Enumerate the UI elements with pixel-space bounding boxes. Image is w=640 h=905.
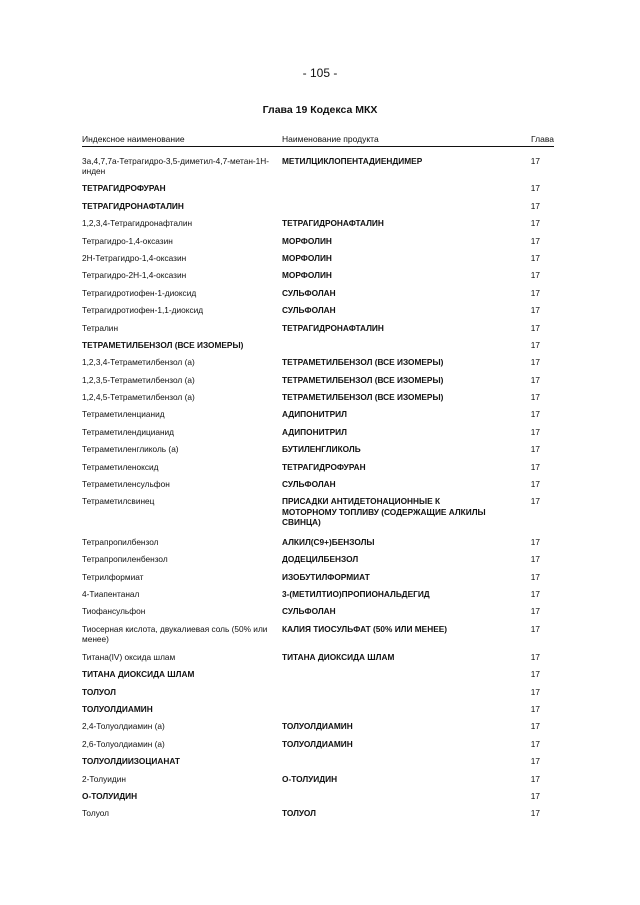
cell-product-name: СУЛЬФОЛАН [282,479,336,490]
cell-index-name: Тетрагидротиофен-1,1-диоксид [82,305,204,316]
cell-chapter: 17 [530,496,540,507]
cell-index-name: 1,2,3,4-Тетраметилбензол (а) [82,357,195,368]
cell-product-name: АДИПОНИТРИЛ [282,426,347,437]
cell-chapter: 17 [530,200,540,211]
cell-chapter: 17 [530,554,540,565]
table-row [82,183,554,194]
cell-chapter: 17 [530,536,540,547]
cell-chapter: 17 [530,444,540,455]
table-row [82,756,554,767]
cell-product-name: ИЗОБУТИЛФОРМИАТ [282,571,370,582]
header-chapter: Глава [531,134,554,144]
cell-product-name: ТЕТРАМЕТИЛБЕНЗОЛ (ВСЕ ИЗОМЕРЫ) [282,357,444,368]
cell-chapter: 17 [530,339,540,350]
cell-index-name: Тетрагидро-1,4-оксазин [82,235,173,246]
cell-index-name: ТОЛУОЛ [82,686,116,697]
cell-product-name: ТЕТРАМЕТИЛБЕНЗОЛ (ВСЕ ИЗОМЕРЫ) [282,374,444,385]
cell-product-name: СУЛЬФОЛАН [282,305,336,316]
cell-product-name: О-ТОЛУИДИН [282,773,338,784]
table-row [82,340,554,351]
table-row [82,774,554,785]
table-row [82,652,554,663]
table-row [82,554,554,565]
cell-index-name: 2,6-Толуолдиамин (а) [82,738,165,749]
cell-chapter: 17 [530,703,540,714]
cell-product-name: МОРФОЛИН [282,270,332,281]
table-row [82,624,554,645]
substance-index-table [82,134,554,826]
cell-chapter: 17 [530,235,540,246]
table-row [82,721,554,732]
cell-chapter: 17 [530,183,540,194]
table-row [82,427,554,438]
cell-product-name: 3-(МЕТИЛТИО)ПРОПИОНАЛЬДЕГИД [282,589,430,600]
cell-chapter: 17 [530,571,540,582]
table-row [82,444,554,455]
cell-chapter: 17 [530,756,540,767]
cell-product-name: АЛКИЛ(С9+)БЕНЗОЛЫ [282,536,375,547]
document-title: Глава 19 Кодекса МКХ [262,104,378,116]
cell-index-name: 1,2,3,5-Тетраметилбензол (а) [82,374,195,385]
cell-product-name: БУТИЛЕНГЛИКОЛЬ [282,444,361,455]
cell-index-name: ТОЛУОЛДИИЗОЦИАНАТ [82,756,180,767]
cell-chapter: 17 [530,322,540,333]
table-row [82,288,554,299]
cell-index-name: 2-Толуидин [82,773,126,784]
cell-index-name: Тетраметилендицианид [82,426,175,437]
cell-chapter: 17 [530,479,540,490]
table-row [82,409,554,420]
cell-index-name: Тетралин [82,322,119,333]
cell-index-name: ТЕТРАГИДРОФУРАН [82,183,166,194]
cell-product-name: ТЕТРАГИДРОНАФТАЛИН [282,218,384,229]
cell-chapter: 17 [530,721,540,732]
table-row [82,537,554,548]
cell-index-name: Тетраметилсвинец [82,496,155,507]
table-row [82,479,554,490]
table-row [82,589,554,600]
table-row [82,687,554,698]
cell-product-name: СУЛЬФОЛАН [282,287,336,298]
table-row [82,253,554,264]
cell-product-name: СУЛЬФОЛАН [282,606,336,617]
cell-chapter: 17 [530,155,540,166]
cell-index-name: 1,2,4,5-Тетраметилбензол (а) [82,392,195,403]
table-row [82,669,554,680]
cell-index-name: Толуол [82,808,110,819]
table-row [82,572,554,583]
cell-index-name: Тетрагидротиофен-1-диоксид [82,287,197,298]
table-row [82,392,554,403]
cell-product-name: ТИТАНА ДИОКСИДА ШЛАМ [282,651,395,662]
cell-index-name: ТИТАНА ДИОКСИДА ШЛАМ [82,669,195,680]
cell-chapter: 17 [530,623,540,634]
table-row [82,462,554,473]
cell-index-name: ТОЛУОЛДИАМИН [82,703,153,714]
table-row [82,357,554,368]
cell-chapter: 17 [530,808,540,819]
cell-index-name: 3а,4,7,7а-Тетрагидро-3,5-диметил-4,7-метан-1Н-инден [82,155,270,176]
table-row [82,808,554,819]
cell-chapter: 17 [530,461,540,472]
table-row [82,156,554,177]
cell-index-name: Тетрилформиат [82,571,144,582]
cell-index-name: 1,2,3,4-Тетрагидронафталин [82,218,193,229]
table-row [82,739,554,750]
cell-chapter: 17 [530,589,540,600]
table-row [82,218,554,229]
cell-product-name: ТЕТРАГИДРОНАФТАЛИН [282,322,384,333]
cell-index-name: О-ТОЛУИДИН [82,790,138,801]
header-product-name: Наименование продукта [282,134,379,144]
table-row [82,606,554,617]
cell-product-name: АДИПОНИТРИЛ [282,409,347,420]
cell-index-name: Тетрапропилбензол [82,536,159,547]
cell-index-name: Тиофансульфон [82,606,146,617]
cell-chapter: 17 [530,606,540,617]
cell-chapter: 17 [530,392,540,403]
cell-chapter: 17 [530,409,540,420]
cell-index-name: 2Н-Тетрагидро-1,4-оксазин [82,252,187,263]
table-row [82,704,554,715]
cell-product-name: МОРФОЛИН [282,235,332,246]
cell-chapter: 17 [530,305,540,316]
cell-index-name: Тетрагидро-2Н-1,4-оксазин [82,270,187,281]
cell-product-name: ТОЛУОЛДИАМИН [282,721,353,732]
table-row [82,305,554,316]
cell-index-name: Тетраметиленоксид [82,461,159,472]
table-row [82,323,554,334]
cell-product-name: ТОЛУОЛ [282,808,316,819]
cell-index-name: 2,4-Толуолдиамин (а) [82,721,165,732]
cell-chapter: 17 [530,252,540,263]
cell-product-name: ТЕТРАМЕТИЛБЕНЗОЛ (ВСЕ ИЗОМЕРЫ) [282,392,444,403]
cell-product-name: ПРИСАДКИ АНТИДЕТОНАЦИОННЫЕ К МОТОРНОМУ ТОПЛИВУ (СОДЕРЖАЩИЕ АЛКИЛЫ СВИНЦА) [282,496,486,528]
header-index-name: Индексное наименование [82,134,185,144]
table-row [82,270,554,281]
table-header [82,134,554,147]
table-row [82,791,554,802]
cell-chapter: 17 [530,426,540,437]
cell-chapter: 17 [530,357,540,368]
cell-index-name: 4-Тиапентанал [82,589,140,600]
table-row [82,496,554,528]
cell-chapter: 17 [530,790,540,801]
cell-index-name: ТЕТРАМЕТИЛБЕНЗОЛ (ВСЕ ИЗОМЕРЫ) [82,339,244,350]
page-number: - 105 - [302,66,338,80]
cell-chapter: 17 [530,669,540,680]
cell-product-name: ТОЛУОЛДИАМИН [282,738,353,749]
cell-product-name: МОРФОЛИН [282,252,332,263]
table-row [82,375,554,386]
cell-index-name: Титана(IV) оксида шлам [82,651,176,662]
cell-chapter: 17 [530,738,540,749]
cell-chapter: 17 [530,651,540,662]
cell-product-name: КАЛИЯ ТИОСУЛЬФАТ (50% ИЛИ МЕНЕЕ) [282,623,448,634]
table-row [82,201,554,212]
cell-chapter: 17 [530,218,540,229]
cell-product-name: ДОДЕЦИЛБЕНЗОЛ [282,554,359,565]
cell-chapter: 17 [530,773,540,784]
cell-chapter: 17 [530,686,540,697]
cell-product-name: МЕТИЛЦИКЛОПЕНТАДИЕНДИМЕР [282,155,423,166]
cell-index-name: ТЕТРАГИДРОНАФТАЛИН [82,200,184,211]
cell-product-name: ТЕТРАГИДРОФУРАН [282,461,366,472]
cell-index-name: Тетраметиленцианид [82,409,165,420]
cell-index-name: Тетраметиленсульфон [82,479,170,490]
table-row [82,236,554,247]
cell-chapter: 17 [530,270,540,281]
cell-index-name: Тетраметиленгликоль (а) [82,444,179,455]
cell-index-name: Тетрапропиленбензол [82,554,168,565]
table-body [82,156,554,819]
cell-chapter: 17 [530,374,540,385]
cell-chapter: 17 [530,287,540,298]
cell-index-name: Тиосерная кислота, двукалиевая соль (50% или менее) [82,623,268,645]
